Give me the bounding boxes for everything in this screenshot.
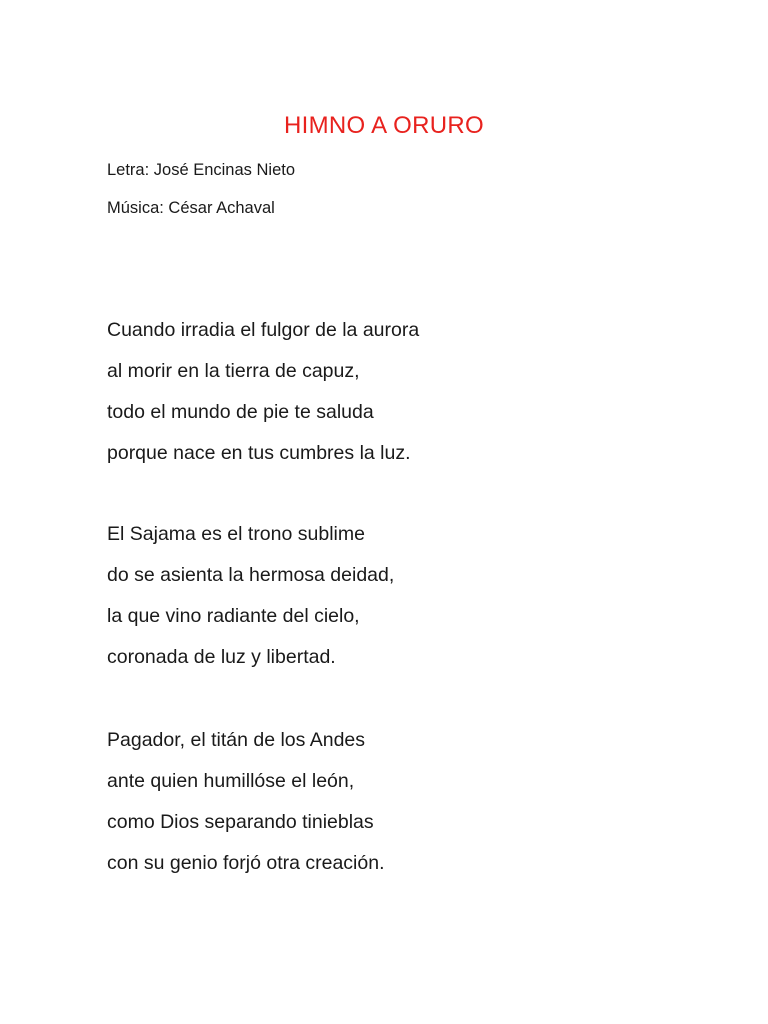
verse-line: como Dios separando tinieblas	[107, 811, 374, 833]
verse-line: al morir en la tierra de capuz,	[107, 360, 360, 382]
stanza-2	[107, 514, 394, 678]
verse-line: porque nace en tus cumbres la luz.	[107, 442, 411, 464]
verse-line: do se asienta la hermosa deidad,	[107, 564, 395, 586]
verse-line: coronada de luz y libertad.	[107, 646, 336, 668]
stanza-3	[107, 720, 385, 884]
verse-line: todo el mundo de pie te saluda	[107, 401, 374, 423]
page-title: HIMNO A ORURO	[284, 112, 484, 139]
verse-line: Pagador, el titán de los Andes	[107, 729, 366, 751]
stanza-1	[107, 310, 419, 474]
verse-line: ante quien humillóse el león,	[107, 770, 355, 792]
verse-line: con su genio forjó otra creación.	[107, 852, 385, 874]
verse-line: El Sajama es el trono sublime	[107, 523, 365, 545]
lyrics-credit: Letra: José Encinas Nieto	[107, 161, 296, 179]
music-credit: Música: César Achaval	[107, 199, 275, 217]
verse-line: la que vino radiante del cielo,	[107, 605, 360, 627]
verse-line: Cuando irradia el fulgor de la aurora	[107, 319, 420, 341]
